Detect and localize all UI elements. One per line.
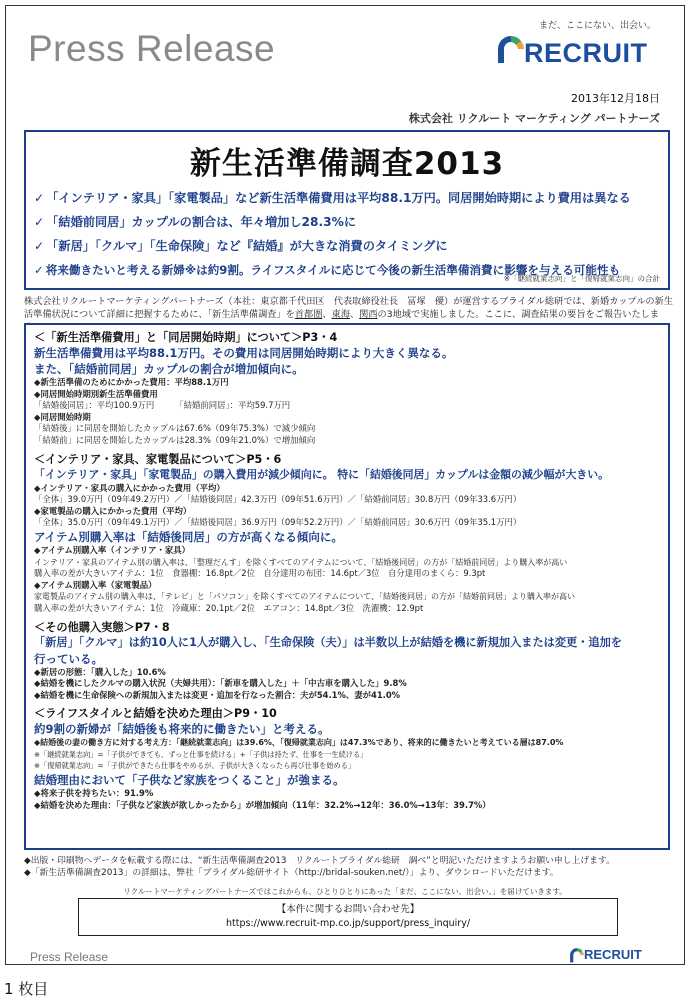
footer-press-release: Press Release — [30, 950, 109, 964]
logo-tagline: まだ、ここにない、出会い。 — [538, 21, 656, 31]
contact-box — [78, 898, 618, 936]
section-heading: ＜「新生活準備費用」と「同居開始時期」について＞P3・4 — [34, 331, 338, 344]
highlight-footnote: ※「継続就業志向」と「復帰就業志向」の合計 — [503, 274, 660, 283]
finding-headline: 約9割の新婦が「結婚後も将来的に働きたい」と考える。 — [34, 722, 330, 737]
finding-headline: 「新居」「クルマ」は約10人に1人が購入し、「生命保険（夫）」は半数以上が結婚を機に新規加入または変更・追加を — [34, 635, 622, 649]
press-release-page — [5, 5, 685, 965]
release-date: 2013年12月18日 — [571, 92, 660, 105]
finding-headline: 「インテリア・家具」「家電製品」の購入費用が減少傾向に。 特に「結婚後同居」カップルは金額の減少幅が大きい。 — [34, 467, 610, 481]
highlight-list — [34, 186, 660, 282]
page-label: 1 枚目 — [4, 980, 49, 998]
highlight-item: ✓ 「結婚前同居」カップルの割合は、年々増加し28.3%に — [34, 215, 357, 229]
check-icon: ✓ — [34, 263, 44, 277]
finding-headline: 行っている。 — [34, 651, 103, 666]
footer-logo-wordmark: RECRUIT — [584, 947, 642, 962]
survey-title: 新生活準備調査2013 — [189, 146, 505, 182]
footer-recruit-logo — [568, 944, 658, 966]
company-name: 株式会社 リクルート マーケティング パートナーズ — [408, 112, 660, 125]
highlight-item: ✓ 将来働きたいと考える新婦※は約9割。ライフスタイルに応じて今後の新生活準備消費に影響を与える可能性も — [34, 263, 621, 277]
highlight-item: ✓ 「インテリア・家具」「家電製品」など新生活準備費用は平均88.1万円。同居開始時期により費用は異なる — [34, 191, 631, 205]
check-icon: ✓ — [34, 191, 45, 205]
check-icon: ✓ — [34, 239, 45, 253]
finding-headline: 結婚理由において「子供など家族をつくること」が強まる。 — [34, 773, 345, 788]
footnotes: ◆出版・印刷物へデータを転載する際には、“新生活準備調査2013 リクルートブライダル総研 調べ”と明記いただけますようお願い申し上げます。 ◆「新生活準備調査2013」の詳細は、弊社「ブライダル総研サイト（http://bridal-souken.net/）」より、ダウンロードいただけます。 — [24, 856, 615, 878]
highlight-box — [24, 130, 670, 290]
finding-headline: アイテム別購入率は「結婚後同居」の方が高くなる傾向に。 — [34, 529, 343, 544]
intro-paragraph: 株式会社リクルートマーケティングパートナーズ（本社：東京都千代田区 代表取締役社長 冨塚 優）が運営するブライダル総研では、新婚カップルの新生 活準備状況について詳細に把握するために、「新生活準備調査」を首都圏、東海、関西の3地域で実施しました。ここに、調査結果の要旨をご報告いたしま — [24, 296, 673, 320]
finding-headline: また、「結婚前同居」カップルの割合が増加傾向に。 — [34, 362, 304, 376]
recruit-logo — [480, 16, 660, 72]
recruit-mark-icon — [494, 32, 528, 66]
check-icon: ✓ — [34, 215, 45, 229]
section-heading: ＜ライフスタイルと結婚を決めた理由＞P9・10 — [34, 707, 277, 721]
findings-box: ＜「新生活準備費用」と「同居開始時期」について＞P3・4 新生活準備費用は平均88.1万円。その費用は同居開始時期により大きく異なる。 また、「結婚前同居」カップルの割合が増加傾向に。 ◆新生活準備のためにかかった費用：平均88.1万円 ◆同居開始時期別新生活準備費用 「結婚後同居」：平均100.9万円 「結婚前同居」：平均59.7万円 ◆同居開始時期 「結婚後」に同居を開始したカップルは67.6%（09年75.3%）で減少傾向 「結婚前」に同居を開始したカップルは28.3%（09年21.0%）で増加傾向 ＜インテリア・家具、家電製品について＞P5・6 「インテリア・家具」「家電製品」の購入費用が減少傾向に。 特に「結婚後同居」カップルは金額の減少幅が大きい。 ◆インテリア・家具の購入にかかった費用（平均） 「全体」39.0万円（09年49.2万円）／「結婚後同居」42.3万円（09年51.6万円）／「結婚前同居」30.8万円（09年33.6万円） ◆家電製品の購入にかかった費用（平均） 「全体」35.0万円（09年49.1万円）／「結婚後同居」36.9万円（09年52.2万円）／「結婚前同居」30.6万円（09年35.1万円） アイテム別購入率は「結婚後同居」の方が高くなる傾向に。 ◆アイテム別購入率（インテリア・家具） インテリア・家具のアイテム別の購入率は、「整理だんす」を除くすべてのアイテムについて、「結婚後同居」の方が「結婚前同居」より購入率が高い 購入率の差が大きいアイテム：1位 食器棚：16.8pt／2位 自分達用の布団：14.6pt／3位 自分達用のまくら：9.3pt ◆アイテム別購入率（家電製品） 家電製品のアイテム別の購入率は、「テレビ」と「パソコン」を除くすべてのアイテムについて、「結婚後同居」の方が「結婚前同居」より購入率が高い 購入率の差が大きいアイテム：1位 冷蔵庫：20.1pt／2位 エアコン：14.8pt／3位 洗濯機：12.9pt ＜その他購入実態＞P7・8 「新居」「クルマ」は約10人に1人が購入し、「生命保険（夫）」は半数以上が結婚を機に新規加入または変更・追加を 行っている。 ◆新居の形態：「購入した」10.6% ◆結婚を機にしたクルマの購入状況（夫婦共用）：「新車を購入した」＋「中古車を購入した」9.8% ◆結婚を機に生命保険への新規加入または変更・追加を行なった割合：夫が54.1%、妻が41.0% ＜ライフスタイルと結婚を決めた理由＞P9・10 約9割の新婦が「結婚後も将来的に働きたい」と考える。 ◆結婚後の妻の働き方に対する考え方：「継続就業志向」は39.6%、「復帰就業志向」は47.3%であり、将来的に働きたいと考えている層は87.0% ※「継続就業志向」=「子供ができても、ずっと仕事を続ける」+「子供は持たず、仕事を一生続ける」 ※「復帰就業志向」=「子供ができたら仕事をやめるが、子供が大きくなったら再び仕事を始める」 結婚理由において「子供など家族をつくること」が強まる。 ◆将来子供を持ちたい：91.9% ◆結婚を決めた理由：「子供など家族が欲しかったから」が増加傾向（11年：32.2%→12年：36.0%→13年：39.7%） — [24, 323, 670, 850]
logo-wordmark: RECRUIT — [524, 38, 648, 68]
section-heading: ＜その他購入実態＞P7・8 — [34, 620, 170, 634]
press-release-title: Press Release — [28, 28, 276, 69]
finding-headline: 新生活準備費用は平均88.1万円。その費用は同居開始時期により大きく異なる。 — [34, 346, 454, 360]
contact-link[interactable]: https://www.recruit-mp.co.jp/support/press_inquiry/ — [225, 918, 471, 929]
section-heading: ＜インテリア・家具、家電製品について＞P5・6 — [34, 452, 282, 466]
contact-title: 【本件に関するお問い合わせ先】 — [276, 904, 420, 915]
highlight-item: ✓ 「新居」「クルマ」「生命保険」など『結婚』が大きな消費のタイミングに — [34, 239, 448, 253]
company-tagline: リクルートマーケティングパートナーズではこれからも、ひとりひとりにあった「まだ、ここにない、出会い。」を届けていきます。 — [123, 887, 567, 896]
